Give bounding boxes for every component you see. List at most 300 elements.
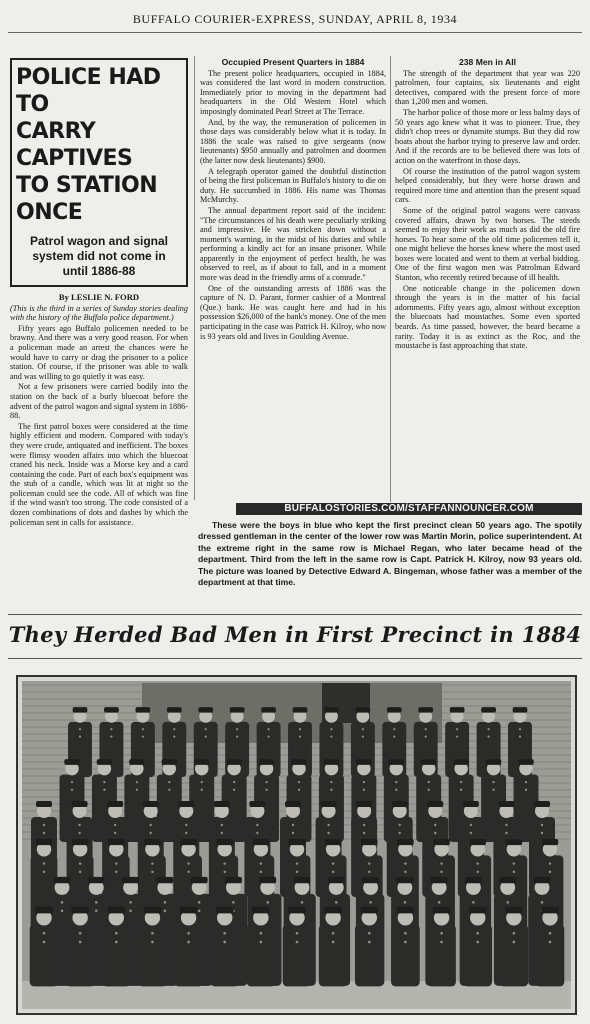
- officer-cap: [180, 907, 198, 914]
- uniform-button: [541, 901, 544, 904]
- officer-cap: [104, 707, 119, 713]
- uniform-button: [330, 781, 332, 783]
- uniform-button: [327, 824, 329, 826]
- group-photo: [16, 675, 577, 1015]
- uniform-button: [438, 901, 441, 904]
- uniform-button: [513, 941, 516, 944]
- uniform-button: [440, 871, 442, 873]
- uniform-button: [335, 901, 338, 904]
- uniform-button: [185, 824, 187, 826]
- officer-cap: [293, 707, 308, 713]
- uniform-button: [110, 735, 112, 737]
- uniform-button: [114, 832, 116, 834]
- uniform-button: [299, 735, 301, 737]
- uniform-button: [404, 901, 407, 904]
- officer-cap: [144, 839, 160, 845]
- uniform-button: [549, 871, 551, 873]
- masthead-rule: [8, 32, 582, 33]
- uniform-button: [549, 932, 552, 935]
- uniform-button: [362, 735, 364, 737]
- uniform-button: [115, 932, 118, 935]
- officer-cap: [122, 877, 139, 883]
- officer-cap: [88, 877, 105, 883]
- uniform-button: [456, 735, 458, 737]
- column-1-body: [10, 324, 188, 527]
- officer-cap: [431, 877, 448, 883]
- uniform-button: [541, 824, 543, 826]
- officer-cap: [534, 801, 550, 807]
- officer-cap: [506, 839, 522, 845]
- uniform-button: [513, 871, 515, 873]
- uniform-button: [79, 728, 81, 730]
- officer-cap: [259, 759, 274, 765]
- headline-line: CARRY CAPTIVES: [16, 119, 133, 171]
- officer-cap: [463, 801, 479, 807]
- officer-cap: [216, 907, 234, 914]
- uniform-button: [260, 862, 262, 864]
- uniform-button: [440, 932, 443, 935]
- uniform-button: [129, 910, 132, 913]
- subhead-men: 238 Men in All: [459, 57, 516, 67]
- uniform-button: [136, 781, 138, 783]
- uniform-button: [43, 932, 46, 935]
- uniform-button: [476, 862, 478, 864]
- article-paragraph: The harbor police of those more or less balmy days of 50 years ago knew what it was to pioneer. True, they didn't chop trees or dynamite stumps. But they did row boats about the harbor trying to preserve law and order. And if the records are to be believed there was lots of action on the waterfront in those days.: [395, 107, 580, 165]
- uniform-button: [187, 932, 190, 935]
- officer-cap: [325, 839, 341, 845]
- uniform-button: [404, 941, 407, 944]
- uniform-button: [296, 932, 299, 935]
- uniform-button: [221, 824, 223, 826]
- officer-cap: [249, 801, 265, 807]
- uniform-button: [43, 862, 45, 864]
- byline: By LESLIE N. FORD: [58, 292, 140, 302]
- uniform-button: [168, 789, 170, 791]
- officer-cap: [355, 707, 370, 713]
- uniform-button: [368, 871, 370, 873]
- officer-cap: [36, 801, 52, 807]
- uniform-button: [150, 832, 152, 834]
- uniform-button: [363, 781, 365, 783]
- officer-cap: [178, 801, 194, 807]
- uniform-button: [103, 789, 105, 791]
- officer-cap: [328, 877, 345, 883]
- column-3-body: [395, 69, 580, 351]
- uniform-button: [142, 735, 144, 737]
- uniform-button: [232, 901, 235, 904]
- uniform-button: [292, 832, 294, 834]
- uniform-button: [168, 781, 170, 783]
- uniform-button: [332, 862, 334, 864]
- officer-cap: [54, 877, 71, 883]
- uniform-button: [299, 728, 301, 730]
- subhead-headquarters: Occupied Present Quarters in 1884: [221, 57, 365, 67]
- uniform-button: [79, 932, 82, 935]
- uniform-button: [79, 862, 81, 864]
- uniform-button: [233, 789, 235, 791]
- uniform-button: [428, 781, 430, 783]
- uniform-button: [198, 910, 201, 913]
- uniform-button: [506, 901, 509, 904]
- uniform-button: [43, 941, 46, 944]
- uniform-button: [332, 871, 334, 873]
- headline-box: [10, 58, 188, 287]
- officer-cap: [285, 801, 301, 807]
- column-1: [10, 58, 188, 528]
- officer-cap: [541, 907, 559, 914]
- uniform-button: [136, 789, 138, 791]
- uniform-button: [79, 941, 82, 944]
- uniform-button: [221, 832, 223, 834]
- officer-cap: [534, 877, 551, 883]
- column-2: [200, 58, 386, 342]
- uniform-button: [363, 789, 365, 791]
- officer-cap: [73, 707, 88, 713]
- article-paragraph: Some of the original patrol wagons were canvass covered affairs, drawn by two horses. The steeds seemed to enjoy their work as much as did the old fire horses. To hear some of the old time policemen tell it, one might believe the horses knew where the most used boxes were located and went to them at verbal bidding. One of the first wagon men was Patrolman Edward Stanton, who recently retired because of ill health.: [395, 205, 580, 283]
- uniform-button: [198, 901, 201, 904]
- officer-cap: [288, 907, 306, 914]
- officer-cap: [291, 759, 306, 765]
- uniform-button: [460, 789, 462, 791]
- uniform-button: [236, 735, 238, 737]
- officer-cap: [469, 839, 485, 845]
- uniform-button: [267, 728, 269, 730]
- officer-cap: [389, 759, 404, 765]
- uniform-button: [115, 862, 117, 864]
- uniform-button: [223, 871, 225, 873]
- officer-cap: [216, 839, 232, 845]
- officer-cap: [36, 839, 52, 845]
- uniform-button: [173, 728, 175, 730]
- officer-cap: [356, 801, 372, 807]
- uniform-button: [79, 735, 81, 737]
- officer-cap: [418, 707, 433, 713]
- uniform-button: [525, 781, 527, 783]
- officer-cap: [362, 877, 379, 883]
- uniform-button: [265, 789, 267, 791]
- uniform-button: [298, 781, 300, 783]
- uniform-button: [115, 941, 118, 944]
- officer-cap: [144, 907, 162, 914]
- officer-cap: [253, 839, 269, 845]
- photo-headline: They Herded Bad Men in First Precinct in 1884: [8, 622, 582, 647]
- uniform-button: [164, 910, 167, 913]
- officer-cap: [433, 839, 449, 845]
- uniform-button: [114, 824, 116, 826]
- officer-cap: [324, 707, 339, 713]
- officer-cap: [397, 839, 413, 845]
- uniform-button: [487, 728, 489, 730]
- uniform-button: [223, 932, 226, 935]
- uniform-button: [265, 781, 267, 783]
- column-rule-2: [390, 56, 391, 502]
- uniform-button: [296, 941, 299, 944]
- uniform-button: [292, 824, 294, 826]
- officer-cap: [513, 707, 528, 713]
- article-paragraph: The present police headquarters, occupied in 1884, was considered the last word in modern construction. Immediately prior to moving in the department had headquarters in the Old Western Hotel which imposingly dominated Pearl Street at The Terrace.: [200, 68, 386, 116]
- uniform-button: [476, 871, 478, 873]
- column-rule-1: [194, 56, 195, 500]
- uniform-button: [260, 941, 263, 944]
- uniform-button: [78, 832, 80, 834]
- officer-cap: [397, 907, 415, 914]
- officer-cap: [294, 877, 311, 883]
- officer-cap: [156, 877, 173, 883]
- uniform-button: [362, 728, 364, 730]
- uniform-button: [519, 728, 521, 730]
- uniform-button: [236, 728, 238, 730]
- uniform-button: [404, 862, 406, 864]
- article-paragraph: Fifty years ago Buffalo policemen needed to be brawny. And there was a very good reason. For when a policeman made an arrest the chances were he would have to carry or drag the prisoner to a police station. Of course, if the prisoner was able to walk and was willing to go quietly it was easy.: [10, 323, 188, 381]
- officer-cap: [465, 877, 482, 883]
- uniform-button: [129, 901, 132, 904]
- uniform-button: [233, 781, 235, 783]
- series-note: (This is the third in a series of Sunday stories dealing with the history of the Buffalo police department.): [10, 303, 188, 323]
- officer-cap: [143, 801, 159, 807]
- uniform-button: [425, 735, 427, 737]
- uniform-button: [505, 832, 507, 834]
- officer-cap: [162, 759, 177, 765]
- uniform-button: [399, 832, 401, 834]
- officer-cap: [289, 839, 305, 845]
- article-paragraph: One noticeable change in the policemen down through the years is in the matter of his facial adornments. Fifty years ago, almost without exception the bluecoats had moustaches. Some even sported beards. As time passed, however, the beard became a rarity. Today it is as extinct as the Roc, and the moustache is fast approaching that state.: [395, 283, 580, 351]
- uniform-button: [363, 832, 365, 834]
- uniform-button: [513, 932, 516, 935]
- uniform-button: [223, 862, 225, 864]
- officer-cap: [453, 759, 468, 765]
- uniform-button: [549, 941, 552, 944]
- uniform-button: [428, 789, 430, 791]
- article-paragraph: Not a few prisoners were carried bodily into the station on the back of a burly bluecoat before the advent of the patrol wagon and signal system in 1886-88.: [10, 382, 188, 421]
- officer-cap: [481, 707, 496, 713]
- uniform-button: [368, 941, 371, 944]
- uniform-button: [332, 932, 335, 935]
- uniform-button: [460, 781, 462, 783]
- uniform-button: [151, 932, 154, 935]
- uniform-button: [470, 824, 472, 826]
- officer-cap: [387, 707, 402, 713]
- uniform-button: [393, 728, 395, 730]
- uniform-button: [256, 824, 258, 826]
- headline-line: TO STATION ONCE: [16, 173, 158, 225]
- masthead: BUFFALO COURIER-EXPRESS, SUNDAY, APRIL 8, 1934: [132, 12, 458, 26]
- uniform-button: [61, 901, 64, 904]
- officer-cap: [392, 801, 408, 807]
- uniform-button: [187, 862, 189, 864]
- uniform-button: [43, 824, 45, 826]
- uniform-button: [223, 941, 226, 944]
- uniform-button: [150, 824, 152, 826]
- officer-cap: [135, 707, 150, 713]
- uniform-button: [395, 781, 397, 783]
- uniform-button: [476, 932, 479, 935]
- uniform-button: [79, 871, 81, 873]
- uniform-button: [395, 789, 397, 791]
- officer-cap: [499, 877, 516, 883]
- officer-cap: [396, 877, 413, 883]
- officer-cap: [64, 759, 79, 765]
- article-paragraph: One of the outstanding arrests of 1886 was the capture of N. D. Parant, former cashier of a Montreal (Que.) bank. He was caught here and had in his possession $26,000 of the bank's money. One of the men participating in the case was Patrick H. Kilroy, who now is 93 years old and lives in Goulding Avenue.: [200, 283, 386, 341]
- column-2-body: [200, 69, 386, 342]
- uniform-button: [487, 735, 489, 737]
- uniform-button: [173, 735, 175, 737]
- officer-cap: [324, 759, 339, 765]
- officer-cap: [542, 839, 558, 845]
- uniform-button: [492, 781, 494, 783]
- officer-cap: [505, 907, 523, 914]
- uniform-button: [368, 862, 370, 864]
- officer-cap: [167, 707, 182, 713]
- uniform-button: [267, 735, 269, 737]
- uniform-button: [476, 941, 479, 944]
- uniform-button: [492, 789, 494, 791]
- officer-cap: [518, 759, 533, 765]
- officer-cap: [226, 759, 241, 765]
- uniform-button: [142, 728, 144, 730]
- officer-cap: [107, 907, 125, 914]
- officer-cap: [427, 801, 443, 807]
- article-paragraph: The first patrol boxes were considered at the time highly efficient and modern. Compared with today's they were crude, antiquated and inefficient. The boxes were flimsy wooden affairs into which the bluecoat craned his neck. Inside was a Morse key and a card containing the code. Part of each box's equipment was the stub of a candle, which was lit at night so the policeman could see the code. All of which was fine if the wind wasn't too strong. The code consisted of a dozen combinations of dots and dashes by which the policeman sent in calls for assistance.: [10, 421, 188, 527]
- uniform-button: [205, 728, 207, 730]
- uniform-button: [425, 728, 427, 730]
- article-paragraph: The strength of the department that year was 220 patrolmen, four captains, six lieutenants and eight detectives, compared with the present force of more than 1,200 men and women.: [395, 68, 580, 107]
- uniform-button: [260, 871, 262, 873]
- uniform-button: [43, 871, 45, 873]
- officer-cap: [252, 907, 270, 914]
- uniform-button: [95, 901, 98, 904]
- uniform-button: [187, 871, 189, 873]
- officer-cap: [259, 877, 276, 883]
- photo-caption: These were the boys in blue who kept the first precinct clean 50 years ago. The spotily dressed gentleman in the center of the lower row was Martin Morin, police superintendent. At the extreme right in the same row is Michael Regan, who later became head of the department. Third from the left in the same row is Capt. Patrick H. Kilroy, now 93 years old. The picture was loaned by Detective Edward A. Bingeman, whose father was a member of the department at that time.: [198, 520, 582, 588]
- officer-cap: [129, 759, 144, 765]
- uniform-button: [43, 832, 45, 834]
- uniform-button: [201, 781, 203, 783]
- watermark: BUFFALOSTORIES.COM/STAFFANNOUNCER.COM: [236, 503, 582, 515]
- uniform-button: [298, 789, 300, 791]
- officer-cap: [214, 801, 230, 807]
- uniform-button: [440, 862, 442, 864]
- uniform-button: [260, 932, 263, 935]
- officer-cap: [191, 877, 208, 883]
- uniform-button: [393, 735, 395, 737]
- headline: [16, 64, 182, 226]
- uniform-button: [256, 832, 258, 834]
- uniform-button: [404, 932, 407, 935]
- officer-cap: [469, 907, 487, 914]
- uniform-button: [95, 910, 98, 913]
- uniform-button: [440, 941, 443, 944]
- uniform-button: [330, 735, 332, 737]
- uniform-button: [505, 824, 507, 826]
- uniform-button: [110, 728, 112, 730]
- group-photo-image: [22, 681, 571, 1009]
- uniform-button: [266, 901, 269, 904]
- officer-cap: [97, 759, 112, 765]
- article-paragraph: And, by the way, the remuneration of policemen in those days was considerably below what it is today. In 1886 the scale was raised to give sergeants (now lieutenants) $950 annually and patrolmen and doormen (the latter now desk lieutenants) $900.: [200, 117, 386, 165]
- uniform-button: [434, 832, 436, 834]
- uniform-button: [151, 941, 154, 944]
- officer-cap: [180, 839, 196, 845]
- officer-cap: [324, 907, 342, 914]
- uniform-button: [185, 832, 187, 834]
- column-3: [395, 58, 580, 352]
- uniform-button: [332, 941, 335, 944]
- officer-cap: [361, 839, 377, 845]
- officer-cap: [261, 707, 276, 713]
- uniform-button: [151, 862, 153, 864]
- officer-cap: [230, 707, 245, 713]
- officer-cap: [198, 707, 213, 713]
- uniform-button: [71, 789, 73, 791]
- uniform-button: [205, 735, 207, 737]
- uniform-button: [472, 901, 475, 904]
- officer-cap: [450, 707, 465, 713]
- uniform-button: [368, 932, 371, 935]
- uniform-button: [115, 871, 117, 873]
- uniform-button: [456, 728, 458, 730]
- officer-cap: [433, 907, 451, 914]
- uniform-button: [549, 862, 551, 864]
- uniform-button: [470, 832, 472, 834]
- uniform-button: [151, 871, 153, 873]
- officer-cap: [360, 907, 378, 914]
- article-paragraph: The annual department report said of the incident: "The circumstances of his death were peculiarly striking and impressive. He was stricken down without a moment's warning, in the midst of his duties and while performing a kindly act for an insane prisoner. While apparently in the enjoyment of perfect health, he was observed to reel, as if about to fall, and in a moment more was dead in the friendly arms of a comrade.": [200, 205, 386, 283]
- uniform-button: [513, 862, 515, 864]
- article-paragraph: Of course the institution of the patrol wagon system helped considerably, but they were horse drawn and required more time and attention than the present squad cars.: [395, 166, 580, 205]
- uniform-button: [296, 871, 298, 873]
- uniform-button: [187, 941, 190, 944]
- officer-cap: [107, 801, 123, 807]
- uniform-button: [541, 832, 543, 834]
- uniform-button: [404, 871, 406, 873]
- officer-cap: [72, 801, 88, 807]
- officer-cap: [321, 801, 337, 807]
- uniform-button: [434, 824, 436, 826]
- officer-cap: [71, 907, 89, 914]
- officer-cap: [225, 877, 242, 883]
- officer-cap: [421, 759, 436, 765]
- uniform-button: [71, 781, 73, 783]
- uniform-button: [369, 901, 372, 904]
- uniform-button: [301, 901, 304, 904]
- officer-cap: [356, 759, 371, 765]
- headline-line: POLICE HAD TO: [16, 65, 161, 117]
- uniform-button: [525, 789, 527, 791]
- officer-cap: [72, 839, 88, 845]
- banner-rule-top: [8, 614, 582, 615]
- officer-cap: [108, 839, 124, 845]
- banner-rule-bottom: [8, 658, 582, 659]
- uniform-button: [363, 824, 365, 826]
- uniform-button: [103, 781, 105, 783]
- uniform-button: [296, 862, 298, 864]
- uniform-button: [330, 728, 332, 730]
- deck: Patrol wagon and signal system did not come in until 1886-88: [29, 234, 169, 278]
- uniform-button: [201, 789, 203, 791]
- officer-cap: [486, 759, 501, 765]
- uniform-button: [330, 789, 332, 791]
- officer-cap: [194, 759, 209, 765]
- officer-cap: [35, 907, 53, 914]
- uniform-button: [61, 910, 64, 913]
- uniform-button: [519, 735, 521, 737]
- uniform-button: [78, 824, 80, 826]
- article-paragraph: A telegraph operator gained the doubtful distinction of being the first policeman in Buffalo's history to die on duty. He succumbed in 1886. His name was Thomas McMurchy.: [200, 166, 386, 205]
- officer-cap: [498, 801, 514, 807]
- uniform-button: [327, 832, 329, 834]
- uniform-button: [164, 901, 167, 904]
- uniform-button: [399, 824, 401, 826]
